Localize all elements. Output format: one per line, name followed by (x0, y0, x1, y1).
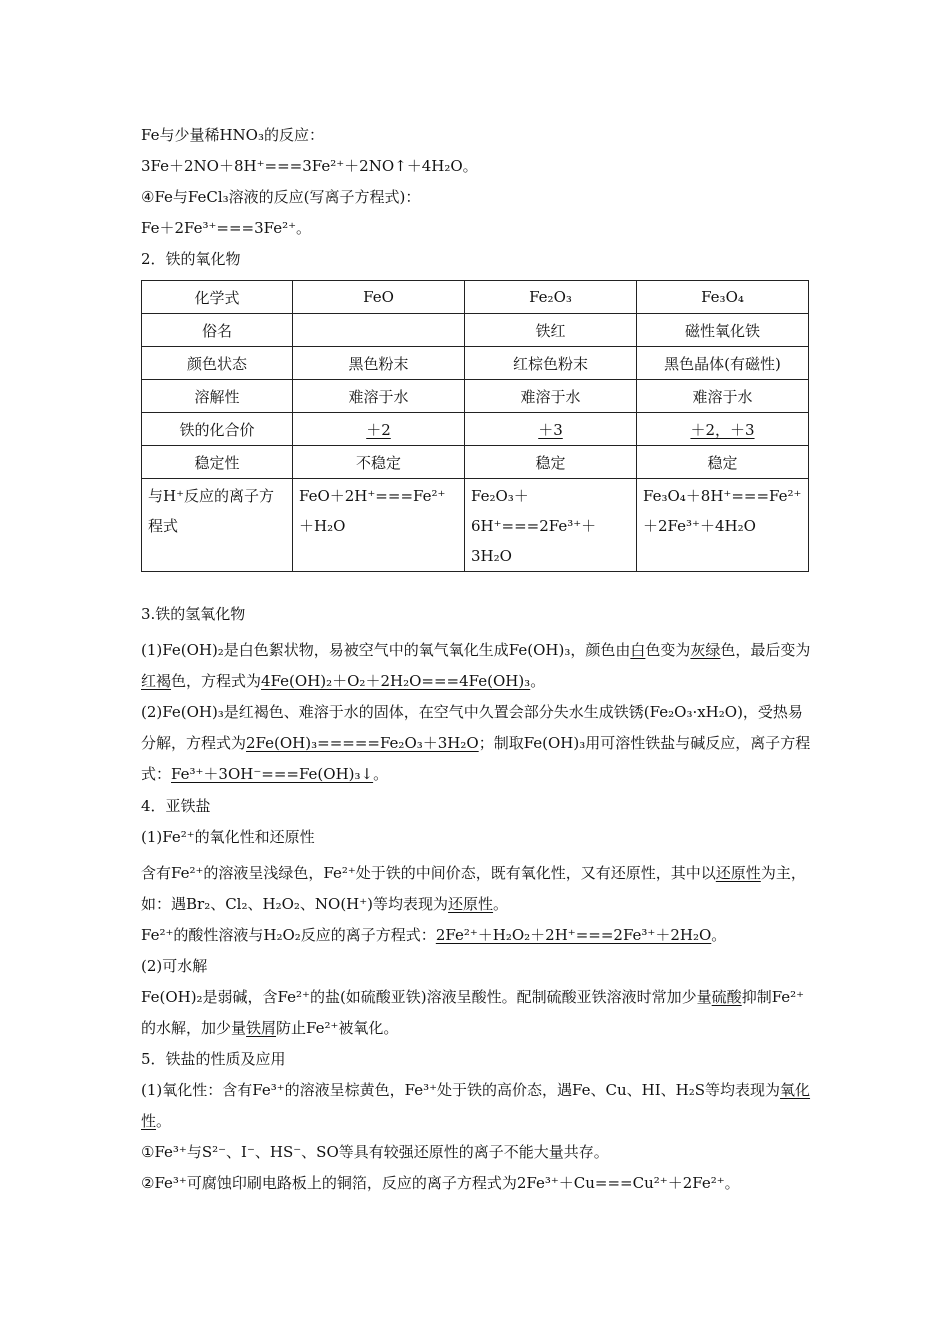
paragraph (141, 920, 811, 951)
text-run: (2)Fe(OH)₃是红褐色、难溶于水的固体，在空气中久置会部分失水生成铁锈(Fe₂O₃·xH₂O)，受热易分解，方程式为 (141, 703, 803, 752)
subsection-title: (1)Fe²⁺的氧化性和还原性 (141, 828, 315, 846)
text-run: 。 (530, 672, 546, 690)
answer-blank: 2Fe(OH)₃=====Fe₂O₃＋3H₂O (246, 734, 479, 752)
equation-line: 3Fe＋2NO＋8H⁺===3Fe²⁺＋2NO↑＋4H₂O。 (141, 157, 478, 175)
table-row (142, 479, 809, 572)
table-cell (293, 314, 465, 347)
iron-oxides-table (141, 280, 809, 572)
answer-blank: 4Fe(OH)₂＋O₂＋2H₂O===4Fe(OH)₃ (261, 672, 531, 690)
table-cell: 难溶于水 (637, 380, 809, 413)
paragraph: ①Fe³⁺与S²⁻、I⁻、HS⁻、SO等具有较强还原性的离子不能大量共存。 (141, 1143, 609, 1161)
table-row (142, 413, 809, 446)
table-cell: 溶解性 (142, 380, 293, 413)
text-line: Fe与少量稀HNO₃的反应： (141, 126, 324, 144)
text-run: 色变为 (645, 641, 691, 659)
answer-blank: 灰绿 (690, 641, 721, 659)
document-content (141, 125, 811, 1199)
table-row (142, 446, 809, 479)
text-line: ④Fe与FeCl₃溶液的反应(写离子方程式)： (141, 188, 421, 206)
answer-blank: 白 (630, 641, 646, 659)
table-cell: 难溶于水 (465, 380, 637, 413)
table-cell: 稳定 (465, 446, 637, 479)
table-cell: 稳定性 (142, 446, 293, 479)
table-cell: 红棕色粉末 (465, 347, 637, 380)
subsection-title: (2)可水解 (141, 957, 208, 975)
table-cell: Fe₂O₃＋6H⁺===2Fe³⁺＋3H₂O (465, 479, 637, 572)
answer-blank: Fe³⁺＋3OH⁻===Fe(OH)₃↓ (171, 765, 374, 783)
table-cell: 磁性氧化铁 (637, 314, 809, 347)
paragraph: ②Fe³⁺可腐蚀印刷电路板上的铜箔，反应的离子方程式为2Fe³⁺＋Cu===Cu²⁺＋2Fe²⁺。 (141, 1174, 740, 1192)
text-run: (1)氧化性：含有Fe³⁺的溶液呈棕黄色，Fe³⁺处于铁的高价态，遇Fe、Cu、HI、H₂S等均表现为 (141, 1081, 781, 1099)
paragraph (141, 697, 811, 790)
text-run: 色，最后变为 (720, 641, 811, 659)
text-run: 。 (493, 895, 509, 913)
section-title: 2．铁的氧化物 (141, 250, 241, 268)
answer-blank: 铁屑 (246, 1019, 277, 1037)
table-cell: 铁的化合价 (142, 413, 293, 446)
table-row (142, 347, 809, 380)
answer-blank: 红褐 (141, 672, 172, 690)
text-run: Fe(OH)₂是弱碱，含Fe²⁺的盐(如硫酸亚铁)溶液呈酸性。配制硫酸亚铁溶液时常加少量 (141, 988, 712, 1006)
table-cell: 不稳定 (293, 446, 465, 479)
table-cell: 俗名 (142, 314, 293, 347)
text-run: 含有Fe²⁺的溶液呈浅绿色，Fe²⁺处于铁的中间价态，既有氧化性，又有还原性，其中以 (141, 864, 716, 882)
section-title: 4．亚铁盐 (141, 797, 211, 815)
table-cell (293, 413, 465, 446)
table-cell: 黑色粉末 (293, 347, 465, 380)
table-cell: Fe₃O₄＋8H⁺===Fe²⁺＋2Fe³⁺＋4H₂O (637, 479, 809, 572)
paragraph (141, 1075, 811, 1137)
paragraph (141, 982, 811, 1044)
table-cell: 稳定 (637, 446, 809, 479)
table-cell: 黑色晶体(有磁性) (637, 347, 809, 380)
answer-blank: 氧化性 (141, 1081, 811, 1130)
answer-blank: ＋3 (538, 420, 563, 439)
text-run: ；制取Fe(OH)₃用可溶性铁盐与碱反应，离子方程式： (141, 734, 811, 783)
text-run: (1)Fe(OH)₂是白色絮状物，易被空气中的氧气氧化生成Fe(OH)₃，颜色由 (141, 641, 631, 659)
table-cell: 颜色状态 (142, 347, 293, 380)
text-run: 。 (711, 926, 727, 944)
paragraph (141, 858, 811, 920)
section-title: 5．铁盐的性质及应用 (141, 1050, 286, 1068)
table-header-row (142, 281, 809, 314)
text-run: 抑制Fe²⁺的水解，加少量 (141, 988, 805, 1037)
answer-blank: ＋2 (366, 420, 391, 439)
table-cell (637, 413, 809, 446)
table-cell: 铁红 (465, 314, 637, 347)
answer-blank: 2Fe²⁺＋H₂O₂＋2H⁺===2Fe³⁺＋2H₂O (435, 926, 712, 944)
text-run: 为主，如：遇Br₂、Cl₂、H₂O₂、NO(H⁺)等均表现为 (141, 864, 806, 913)
section-title: 3.铁的氢氧化物 (141, 605, 246, 623)
table-cell: 与H⁺反应的离子方程式 (142, 479, 293, 572)
table-row (142, 380, 809, 413)
answer-blank: 硫酸 (711, 988, 742, 1006)
text-run: 。 (373, 765, 389, 783)
table-cell: 难溶于水 (293, 380, 465, 413)
answer-blank: 还原性 (715, 864, 761, 882)
text-run: Fe²⁺的酸性溶液与H₂O₂反应的离子方程式： (141, 926, 436, 944)
table-row (142, 314, 809, 347)
table-cell: Fe₂O₃ (465, 281, 637, 314)
table-cell: Fe₃O₄ (637, 281, 809, 314)
table-cell: FeO (293, 281, 465, 314)
table-cell: FeO＋2H⁺===Fe²⁺＋H₂O (293, 479, 465, 572)
text-run: 。 (156, 1112, 172, 1130)
text-run: 防止Fe²⁺被氧化。 (276, 1019, 399, 1037)
equation-line: Fe＋2Fe³⁺===3Fe²⁺。 (141, 219, 312, 237)
answer-blank: 还原性 (448, 895, 494, 913)
table-cell (465, 413, 637, 446)
answer-blank: ＋2，＋3 (690, 420, 755, 439)
paragraph (141, 635, 811, 697)
text-run: 色，方程式为 (171, 672, 262, 690)
table-cell: 化学式 (142, 281, 293, 314)
